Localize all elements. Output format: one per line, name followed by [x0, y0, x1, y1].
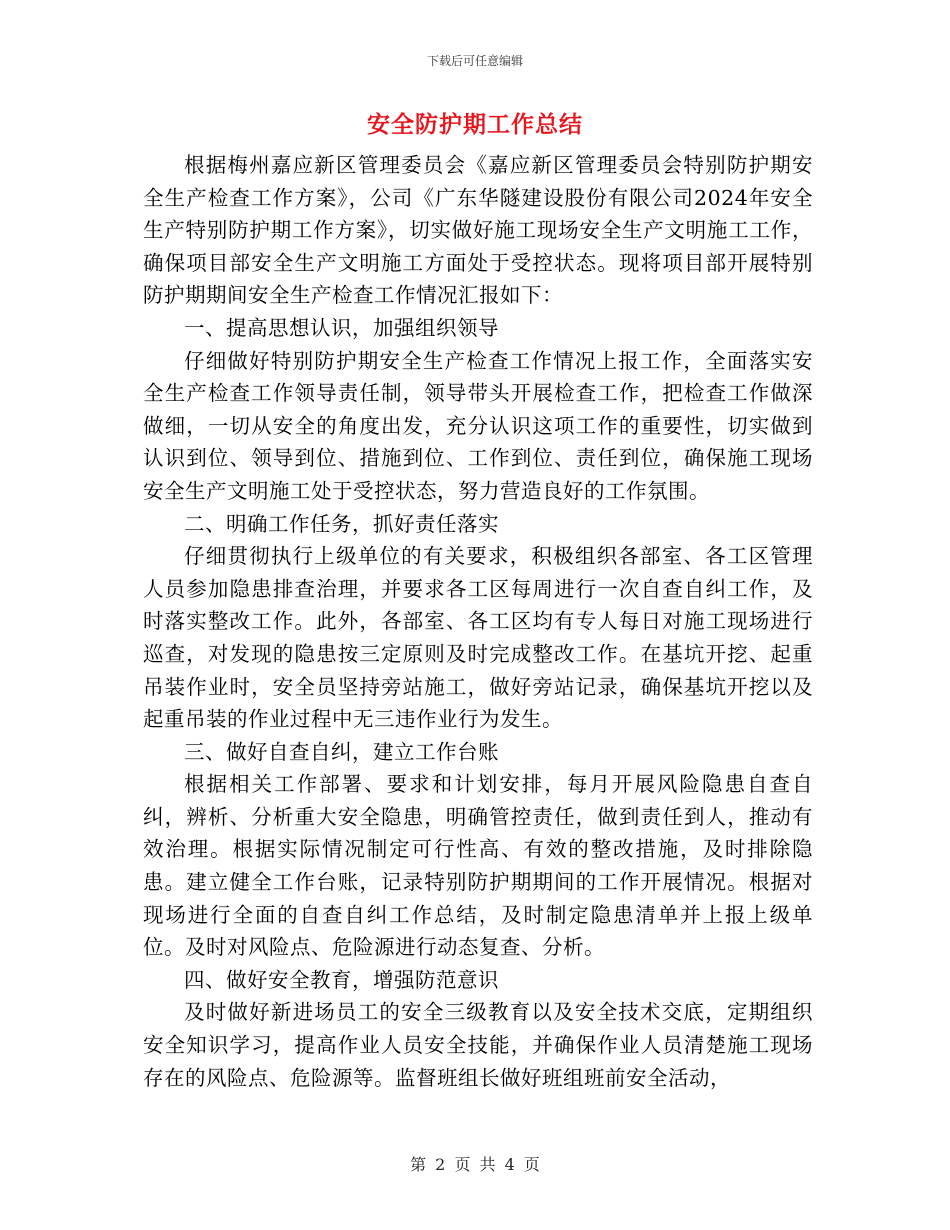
section-heading-4: 四、做好安全教育，增强防范意识: [184, 967, 499, 992]
page-header: 下载后可任意编辑: [426, 54, 523, 68]
section-paragraph-1: 仔细做好特别防护期安全生产检查工作情况上报工作，全面落实安全生产检查工作领导责任制，领导带头开展检查工作，把检查工作做深做细，一切从安全的角度出发，充分认识这项工作的重要性，切实做到认识到位、领导到位、措施到位、工作到位、责任到位，确保施工现场安全生产文明施工处于受控状态，努力营造良好的工作氛围。: [143, 348, 813, 503]
section-heading-1: 一、提高思想认识，加强组织领导: [184, 315, 499, 340]
intro-paragraph: 根据梅州嘉应新区管理委员会《嘉应新区管理委员会特别防护期安全生产检查工作方案》，公司《广东华隧建设股份有限公司2024年安全生产特别防护期工作方案》，切实做好施工现场安全生产文明施工工作，确保项目部安全生产文明施工方面处于受控状态。现将项目部开展特别防护期期间安全生产检查工作情况汇报如下：: [143, 153, 813, 308]
section-paragraph-2: 仔细贯彻执行上级单位的有关要求，积极组织各部室、各工区管理人员参加隐患排查治理，并要求各工区每周进行一次自查自纠工作，及时落实整改工作。此外，各部室、各工区均有专人每日对施工现场进行巡查，对发现的隐患按三定原则及时完成整改工作。在基坑开挖、起重吊装作业时，安全员坚持旁站施工，做好旁站记录，确保基坑开挖以及起重吊装的作业过程中无三违作业行为发生。: [143, 544, 813, 732]
section-paragraph-4: 及时做好新进场员工的安全三级教育以及安全技术交底，定期组织安全知识学习，提高作业人员安全技能，并确保作业人员清楚施工现场存在的风险点、危险源等。监督班组长做好班组班前安全活动，: [143, 1000, 813, 1090]
section-heading-2: 二、明确工作任务，抓好责任落实: [184, 511, 499, 536]
section-paragraph-3: 根据相关工作部署、要求和计划安排，每月开展风险隐患自查自纠，辨析、分析重大安全隐患，明确管控责任，做到责任到人，推动有效治理。根据实际情况制定可行性高、有效的整改措施，及时排除隐患。建立健全工作台账，记录特别防护期期间的工作开展情况。根据对现场进行全面的自查自纠工作总结，及时制定隐患清单并上报上级单位。及时对风险点、危险源进行动态复查、分析。: [143, 772, 813, 960]
section-heading-3: 三、做好自查自纠，建立工作台账: [184, 739, 499, 764]
document-body: [143, 149, 813, 1094]
document-title: 安全防护期工作总结: [367, 111, 583, 138]
page-number-footer: 第 2 页 共 4 页: [410, 1155, 540, 1174]
